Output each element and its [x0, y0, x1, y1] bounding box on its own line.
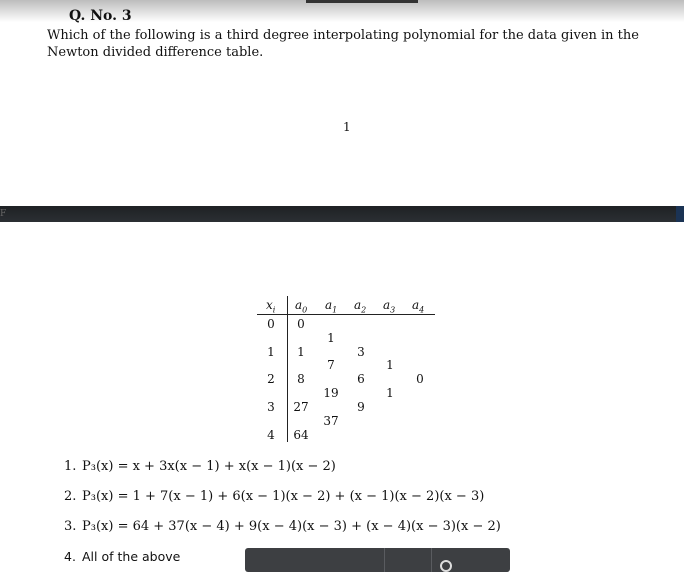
page-number: 1	[343, 120, 351, 134]
a0-value: 27	[293, 400, 309, 414]
a0-value: 1	[297, 345, 305, 359]
page-separator-band	[0, 206, 684, 222]
toolbar-separator	[384, 548, 385, 572]
header-xi: $x_i$	[266, 298, 276, 315]
option-text: P₃(x) = 64 + 37(x − 4) + 9(x − 4)(x − 3) + (x − 4)(x − 3)(x − 2)	[82, 519, 501, 534]
option-text: P₃(x) = 1 + 7(x − 1) + 6(x − 1)(x − 2) + (x − 1)(x − 2)(x − 3)	[82, 489, 485, 504]
question-title: Q. No. 3	[69, 8, 132, 24]
a1-value: 37	[323, 414, 339, 428]
x-value: 0	[267, 317, 275, 331]
answer-option-2[interactable]	[64, 488, 501, 518]
a3-value: 1	[386, 386, 394, 400]
a2-value: 9	[357, 400, 365, 414]
separator-edge	[676, 206, 684, 222]
option-number: 3.	[64, 519, 77, 534]
header-a2: $a_2$	[354, 298, 367, 315]
header-a4: $a_4$	[412, 298, 425, 315]
question-text: Which of the following is a third degree interpolating polynomial for the data given in the Newton divided difference table.	[47, 28, 639, 60]
viewer-toolbar[interactable]	[245, 548, 510, 572]
a1-value: 1	[327, 331, 335, 345]
a0-value: 0	[297, 317, 305, 331]
option-number: 2.	[64, 489, 77, 504]
a0-value: 64	[293, 428, 309, 442]
answer-option-1[interactable]	[64, 458, 501, 488]
answer-option-3[interactable]	[64, 518, 501, 548]
a4-value: 0	[416, 372, 424, 386]
a3-value: 1	[386, 358, 394, 372]
header-a0: $a_0$	[295, 298, 308, 315]
option-text: P₃(x) = x + 3x(x − 1) + x(x − 1)(x − 2)	[82, 459, 336, 474]
table-header-rule	[257, 314, 435, 315]
a1-value: 19	[323, 386, 339, 400]
option-number: 4.	[64, 549, 76, 564]
x-value: 2	[267, 372, 275, 386]
a1-value: 7	[327, 358, 335, 372]
a2-value: 6	[357, 372, 365, 386]
header-a3: $a_3$	[383, 298, 396, 315]
x-value: 3	[267, 400, 275, 414]
zoom-icon[interactable]	[440, 560, 452, 572]
option-text: All of the above	[82, 549, 181, 564]
header-a1: $a_1$	[325, 298, 338, 315]
separator-mark: F	[0, 209, 7, 219]
top-divider-tick	[306, 0, 418, 3]
x-value: 4	[267, 428, 275, 442]
x-value: 1	[267, 345, 275, 359]
table-vertical-rule	[287, 296, 288, 442]
toolbar-separator	[431, 548, 432, 572]
a2-value: 3	[357, 345, 365, 359]
a0-value: 8	[297, 372, 305, 386]
option-number: 1.	[64, 459, 77, 474]
